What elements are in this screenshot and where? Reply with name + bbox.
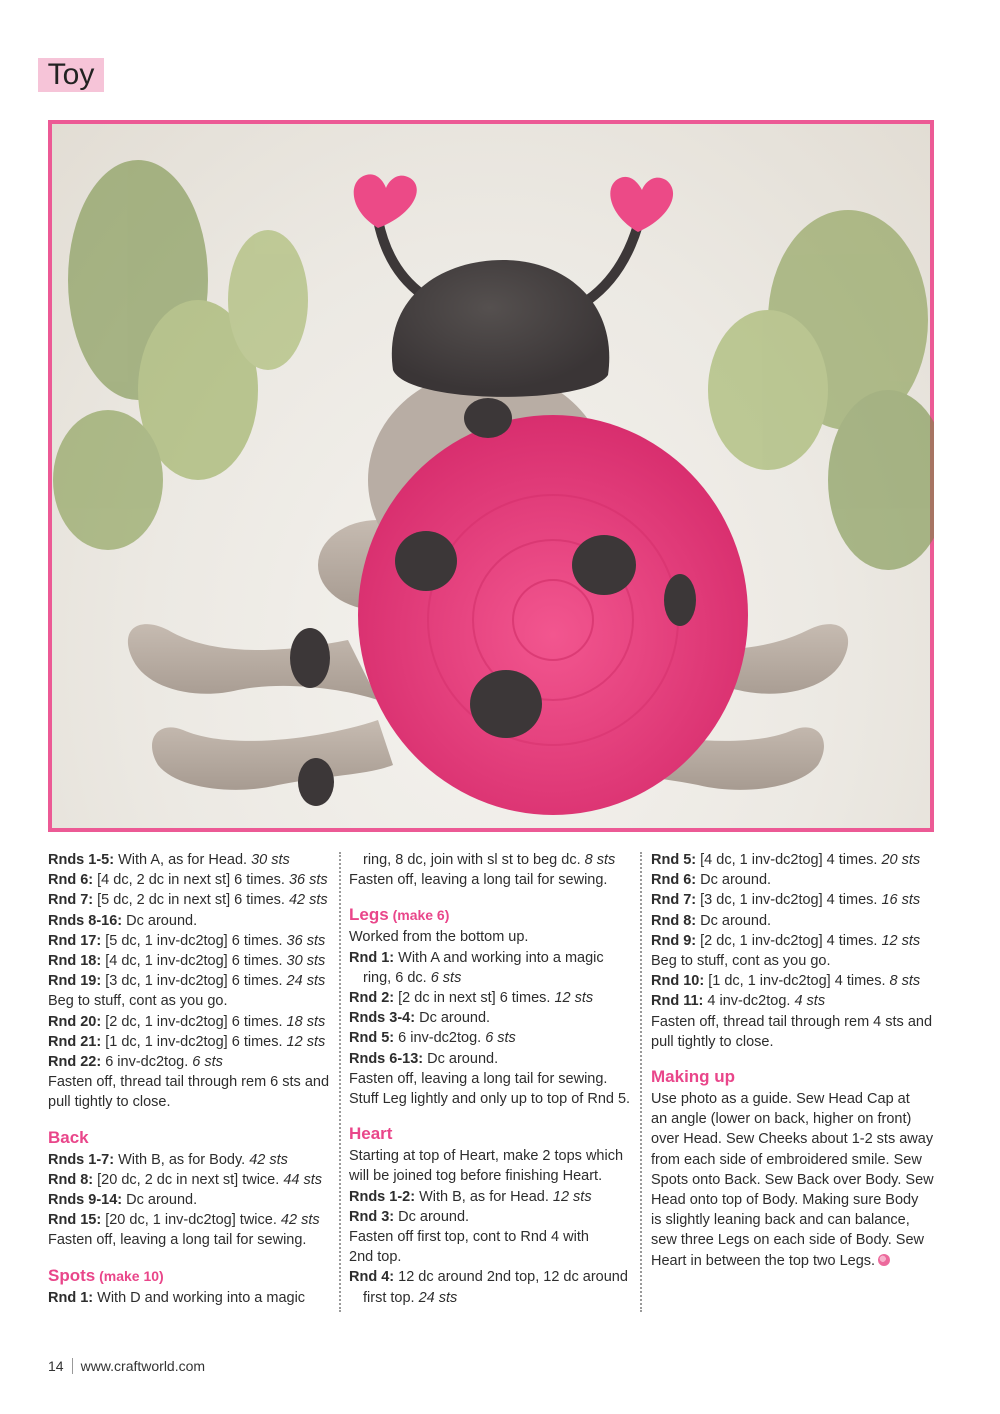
instruction-text: Stuff Leg lightly and only up to top of Rnd 5.: [349, 1091, 631, 1108]
stitch-count: 6 sts: [430, 969, 462, 986]
stitch-count: 42 sts: [249, 1151, 288, 1168]
pattern-line: [651, 1251, 936, 1271]
instruction-text: Spots onto Back. Sew Back over Body. Sew: [651, 1171, 934, 1188]
pattern-line: [651, 1109, 936, 1129]
stitch-count: 12 sts: [286, 1033, 326, 1050]
pattern-line: [651, 1089, 936, 1109]
instruction-text: Dc around.: [394, 1208, 470, 1225]
stitch-count: 24 sts: [286, 973, 326, 990]
pattern-line: [48, 890, 333, 910]
round-label: Rnd 21:: [48, 1033, 102, 1050]
instruction-text: Head onto top of Body. Making sure Body: [651, 1192, 919, 1209]
pattern-line: [48, 850, 333, 870]
round-label: Rnd 1:: [48, 1289, 94, 1306]
round-label: Rnd 10:: [651, 973, 705, 990]
stitch-count: 42 sts: [288, 892, 328, 909]
pattern-line: [651, 931, 936, 951]
instruction-text: pull tightly to close.: [48, 1094, 171, 1111]
column-divider-1: [339, 852, 341, 1312]
heading-text: Back: [48, 1127, 89, 1147]
heading-text: Heart: [349, 1124, 393, 1144]
stitch-count: 12 sts: [881, 932, 921, 949]
pattern-line: [48, 1032, 333, 1052]
stitch-count: 44 sts: [283, 1171, 322, 1188]
stitch-count: 12 sts: [554, 990, 594, 1007]
instruction-text: 2nd top.: [349, 1249, 402, 1266]
pattern-line: [349, 1049, 631, 1069]
instruction-text: Fasten off, leaving a long tail for sewing.: [48, 1232, 307, 1249]
pattern-line: [349, 1247, 631, 1267]
pattern-line: [651, 1129, 936, 1149]
pattern-line: [48, 870, 333, 890]
section-heading: [349, 1123, 631, 1145]
instruction-text: With A and working into a magic: [394, 949, 604, 966]
instruction-text: [2 dc in next st] 6 times.: [394, 990, 555, 1007]
section-heading: [48, 1127, 333, 1149]
round-label: Rnd 3:: [349, 1208, 395, 1225]
heading-text: Making up: [651, 1067, 736, 1087]
stitch-count: 8 sts: [889, 973, 921, 990]
pattern-line: [349, 1089, 631, 1109]
instruction-text: pull tightly to close.: [651, 1033, 774, 1050]
stitch-count: 20 sts: [881, 852, 921, 868]
pattern-line: [651, 1032, 936, 1052]
pattern-line: [349, 1028, 631, 1048]
pattern-line: [48, 991, 333, 1011]
instruction-text: Starting at top of Heart, make 2 tops which: [349, 1148, 624, 1165]
pattern-line: [651, 1230, 936, 1250]
pattern-line: [349, 1187, 631, 1207]
round-label: Rnd 18:: [48, 953, 102, 970]
pattern-line: [349, 1008, 631, 1028]
instruction-text: Use photo as a guide. Sew Head Cap at: [651, 1091, 910, 1108]
pattern-line: [349, 988, 631, 1008]
instruction-text: 6 inv-dc2tog.: [394, 1030, 486, 1047]
instruction-text: Beg to stuff, cont as you go.: [651, 953, 831, 970]
round-label: Rnd 15:: [48, 1212, 102, 1229]
instruction-text: Fasten off, leaving a long tail for sewing.: [349, 1070, 608, 1087]
instruction-text: Heart in between the top two Legs.: [651, 1252, 876, 1269]
column-3: [651, 850, 936, 1271]
instruction-text: over Head. Sew Cheeks about 1-2 sts away: [651, 1131, 934, 1148]
pattern-line: [651, 1012, 936, 1032]
stitch-count: 24 sts: [418, 1289, 458, 1306]
yarn-ball-icon: [878, 1254, 890, 1266]
round-label: Rnds 9-14:: [48, 1192, 123, 1209]
pattern-line: [651, 911, 936, 931]
pattern-line: [651, 870, 936, 890]
stitch-count: 12 sts: [552, 1188, 592, 1205]
pattern-line: [651, 971, 936, 991]
heading-text: Legs: [349, 905, 389, 925]
round-label: Rnds 8-16:: [48, 912, 123, 929]
instruction-text: Fasten off first top, cont to Rnd 4 with: [349, 1229, 589, 1246]
pattern-line: [48, 1190, 333, 1210]
pattern-line: [349, 1227, 631, 1247]
pattern-line: [651, 1150, 936, 1170]
section-tag: Toy: [38, 58, 104, 92]
section-heading: [651, 1066, 936, 1088]
pattern-line: [349, 1146, 631, 1166]
instruction-text: first top.: [363, 1289, 419, 1306]
instruction-text: With D and working into a magic: [93, 1289, 306, 1306]
round-label: Rnd 11:: [651, 993, 704, 1010]
instruction-text: [20 dc, 1 inv-dc2tog] twice.: [101, 1212, 281, 1229]
pattern-line: [349, 1069, 631, 1089]
instruction-text: [1 dc, 1 inv-dc2tog] 4 times.: [704, 973, 890, 990]
instruction-text: [1 dc, 1 inv-dc2tog] 6 times.: [101, 1033, 287, 1050]
round-label: Rnd 5:: [651, 852, 697, 868]
round-label: Rnd 19:: [48, 973, 102, 990]
round-label: Rnd 17:: [48, 932, 102, 949]
instruction-text: Beg to stuff, cont as you go.: [48, 993, 228, 1010]
stitch-count: 6 sts: [192, 1054, 223, 1071]
instruction-text: Dc around.: [696, 912, 772, 929]
pattern-line: [349, 850, 631, 870]
pattern-line: [48, 1150, 333, 1170]
stitch-count: 36 sts: [288, 872, 328, 889]
instruction-text: Dc around.: [696, 872, 772, 889]
instruction-text: 6 inv-dc2tog.: [101, 1054, 193, 1071]
instruction-text: ring, 6 dc.: [363, 969, 431, 986]
pattern-line: [651, 1170, 936, 1190]
instruction-text: [4 dc, 1 inv-dc2tog] 4 times.: [696, 852, 882, 868]
instruction-text: [2 dc, 1 inv-dc2tog] 4 times.: [696, 932, 882, 949]
instruction-text: sew three Legs on each side of Body. Sew: [651, 1232, 924, 1249]
instruction-text: Dc around.: [122, 912, 198, 929]
pattern-line: [651, 890, 936, 910]
instruction-text: [20 dc, 2 dc in next st] twice.: [93, 1171, 284, 1188]
instruction-text: Dc around.: [423, 1050, 499, 1067]
pattern-line: [48, 1288, 333, 1308]
pattern-line: [349, 1288, 631, 1308]
round-label: Rnds 1-7:: [48, 1151, 115, 1168]
heart-left-icon: [354, 174, 417, 228]
heart-right-icon: [610, 177, 673, 232]
round-label: Rnds 3-4:: [349, 1010, 416, 1027]
pattern-line: [349, 1207, 631, 1227]
pattern-line: [651, 1190, 936, 1210]
ladybird-illustration: [48, 60, 934, 834]
instruction-text: 12 dc around 2nd top, 12 dc around: [394, 1269, 628, 1286]
round-label: Rnd 6:: [48, 872, 94, 889]
pattern-line: [651, 850, 936, 870]
instruction-text: ring, 8 dc, join with sl st to beg dc.: [363, 852, 585, 868]
pattern-line: [48, 951, 333, 971]
instruction-text: Fasten off, thread tail through rem 4 sts and: [651, 1013, 933, 1030]
round-label: Rnd 1:: [349, 949, 395, 966]
pattern-line: [349, 1267, 631, 1287]
ladybird-photo: [48, 120, 934, 832]
instruction-text: will be joined tog before finishing Heart.: [349, 1168, 603, 1185]
pattern-line: [651, 991, 936, 1011]
pattern-line: [349, 968, 631, 988]
pattern-line: [349, 927, 631, 947]
section-heading: [48, 1265, 333, 1287]
section-heading: [349, 904, 631, 926]
round-label: Rnd 6:: [651, 872, 697, 889]
round-label: Rnds 1-5:: [48, 852, 115, 868]
pattern-line: [48, 1230, 333, 1250]
stitch-count: 6 sts: [485, 1030, 516, 1047]
footer: [48, 1358, 205, 1374]
stitch-count: 4 sts: [794, 993, 826, 1010]
stitch-count: 30 sts: [251, 852, 290, 868]
pattern-line: [651, 951, 936, 971]
round-label: Rnd 20:: [48, 1013, 102, 1030]
instruction-text: [3 dc, 1 inv-dc2tog] 6 times.: [101, 973, 287, 990]
pattern-line: [349, 948, 631, 968]
instruction-text: [3 dc, 1 inv-dc2tog] 4 times.: [696, 892, 882, 909]
instruction-text: Fasten off, leaving a long tail for sewing.: [349, 872, 608, 889]
heading-subtitle: (make 10): [95, 1267, 164, 1284]
column-2: [349, 850, 631, 1308]
round-label: Rnd 4:: [349, 1269, 395, 1286]
pattern-line: [48, 1092, 333, 1112]
stitch-count: 16 sts: [881, 892, 921, 909]
instruction-text: 4 inv-dc2tog.: [703, 993, 795, 1010]
round-label: Rnd 8:: [48, 1171, 94, 1188]
pattern-line: [48, 1052, 333, 1072]
instruction-text: With B, as for Head.: [415, 1188, 553, 1205]
pattern-line: [48, 1170, 333, 1190]
round-label: Rnd 7:: [48, 892, 94, 909]
instruction-text: With B, as for Body.: [114, 1151, 250, 1168]
round-label: Rnd 8:: [651, 912, 697, 929]
stitch-count: 18 sts: [286, 1013, 326, 1030]
stitch-count: 42 sts: [280, 1212, 320, 1229]
head-cap: [392, 260, 609, 397]
pattern-line: [48, 911, 333, 931]
round-label: Rnd 9:: [651, 932, 697, 949]
page-number: 14: [48, 1358, 64, 1374]
round-label: Rnds 1-2:: [349, 1188, 416, 1205]
pattern-line: [48, 1012, 333, 1032]
stitch-count: 8 sts: [584, 852, 616, 868]
column-1: [48, 850, 333, 1308]
instruction-text: [2 dc, 1 inv-dc2tog] 6 times.: [101, 1013, 287, 1030]
round-label: Rnds 6-13:: [349, 1050, 424, 1067]
instruction-text: is slightly leaning back and can balance,: [651, 1212, 910, 1229]
stitch-count: 36 sts: [286, 932, 326, 949]
round-label: Rnd 22:: [48, 1054, 102, 1071]
instruction-text: Dc around.: [415, 1010, 491, 1027]
website-link[interactable]: www.craftworld.com: [80, 1358, 206, 1374]
pattern-line: [651, 1210, 936, 1230]
heading-text: Spots: [48, 1265, 96, 1285]
instruction-text: With A, as for Head.: [114, 852, 252, 868]
instruction-text: [5 dc, 2 dc in next st] 6 times.: [93, 892, 289, 909]
round-label: Rnd 5:: [349, 1030, 395, 1047]
instruction-text: Dc around.: [122, 1192, 198, 1209]
instruction-text: [5 dc, 1 inv-dc2tog] 6 times.: [101, 932, 287, 949]
instruction-text: Worked from the bottom up.: [349, 929, 529, 946]
pattern-line: [48, 931, 333, 951]
pattern-line: [48, 1072, 333, 1092]
round-label: Rnd 7:: [651, 892, 697, 909]
instruction-text: from each side of embroidered smile. Sew: [651, 1151, 922, 1168]
stitch-count: 30 sts: [286, 953, 326, 970]
heading-subtitle: (make 6): [388, 907, 450, 924]
pattern-line: [48, 1210, 333, 1230]
pattern-line: [349, 870, 631, 890]
column-divider-2: [640, 852, 642, 1312]
instruction-text: an angle (lower on back, higher on front): [651, 1111, 912, 1128]
instruction-text: Fasten off, thread tail through rem 6 sts and: [48, 1074, 330, 1091]
instruction-text: [4 dc, 1 inv-dc2tog] 6 times.: [101, 953, 287, 970]
footer-separator: [72, 1358, 73, 1374]
pattern-line: [349, 1166, 631, 1186]
instruction-text: [4 dc, 2 dc in next st] 6 times.: [93, 872, 289, 889]
round-label: Rnd 2:: [349, 990, 395, 1007]
pattern-line: [48, 971, 333, 991]
